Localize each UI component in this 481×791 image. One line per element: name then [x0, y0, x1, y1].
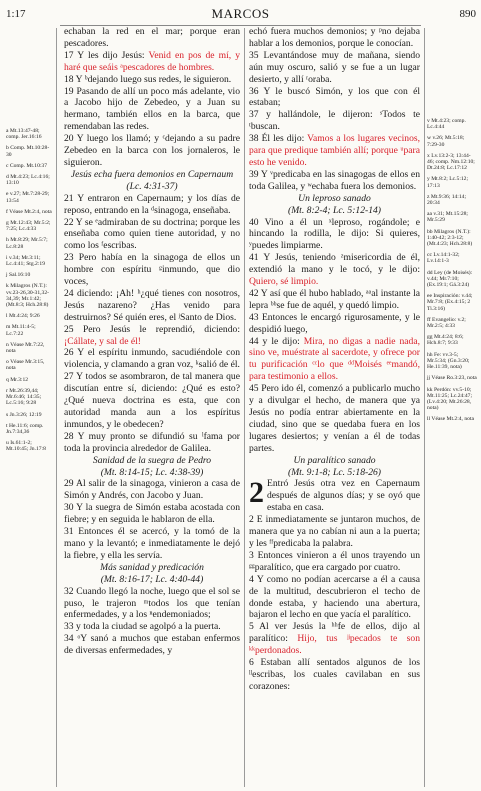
cross-reference: cc Lv.14:1-32; Lv.14:1-3: [427, 252, 460, 265]
section-heading: Sanidad de la suegra de Pedro: [92, 454, 212, 466]
words-of-jesus: Quiero, sé limpio.: [249, 276, 319, 288]
verse-text: 2 E inmediatamente se juntaron muchos, de manera que ya no cabían ni aun a la puerta; y les ᶠᶠpredicaba la palabra.: [249, 514, 420, 549]
book-title: MARCOS: [211, 6, 270, 21]
verse-text: 39 Y ᵛpredicaba en las sinagogas de ellos en toda Galilea, y ʷechaba fuera los demonios.: [249, 168, 420, 192]
cross-reference: l Mt.4:24; 9:26: [6, 313, 40, 320]
verse-text: 6 Estaban allí sentados algunos de los ˡˡescribas, los cuales cavilaban en sus corazones:: [249, 657, 420, 692]
cross-reference: ee Inspiración: v.44; Mr.7:8; (Ex.4:15; 2 Ti.3:16): [427, 293, 473, 312]
section-heading: Jesús echa fuera demonios en Capernaum: [70, 168, 234, 180]
cross-reference: i v.34; Mr.3:11; Lc.4:41; Stg.2:19: [6, 254, 46, 268]
verse-text: 42 Y así que él hubo hablado, ᵃᵃal instante la lepra ᵇᵇse fue de aquél, y quedó limpio.: [249, 287, 420, 311]
cross-reference: hh Fe: vv.3-5; Mr.5:34; (Gn.3:20; He.11:39, nota): [427, 351, 470, 371]
cross-reference: v Mt.4:23; comp. Lc.4:44: [427, 118, 466, 131]
verse-text: 28 Y muy pronto se difundió su ˡfama por toda la provincia alrededor de Galilea.: [64, 430, 240, 454]
left-cross-references: [6, 128, 52, 458]
cross-reference: a Mt.13:47-48; comp. Jer.16:16: [6, 128, 42, 141]
cross-reference: n Véase Mt.7:22, nota: [6, 341, 45, 355]
cross-reference: dd Ley (de Moisés): v.44; Mr.7:10; (Ex.19:1; Gá.3:24): [427, 269, 473, 289]
section-parallel-refs: (Mt. 8:2-4; Lc. 5:12-14): [288, 204, 381, 216]
text-column-left: [64, 26, 240, 657]
cross-reference: z Mt.9:36; 14:14; 20:34: [427, 193, 467, 207]
column-divider: [56, 28, 57, 787]
cross-reference: aa v.31; Mt.15:28; Mr.5:29: [427, 211, 468, 224]
verse-text: 23 Pero había en la sinagoga de ellos un hombre con espíritu ᵍinmundo, que dio voces,: [64, 252, 240, 288]
cross-reference: j Sal.16:10: [6, 272, 31, 279]
verse-text: 18 Y ᵇdejando luego sus redes, le siguieron.: [64, 73, 232, 85]
column-divider: [424, 28, 425, 787]
section-parallel-refs: (Mt. 8:16-17; Lc. 4:40-44): [100, 573, 204, 585]
verse-text: echó fuera muchos demonios; y ᵖno dejaba hablar a los demonios, porque le conocían.: [249, 26, 420, 49]
words-of-jesus: Vamos a los lugares vecinos, para que predique también allí; porque ᵘpara esto he venido.: [249, 133, 420, 168]
cross-reference: kk Perdón: vv.5-10; Mt.11:25; Lc.24:47; (Lv.4:20; Mt.26:28, nota): [427, 386, 473, 412]
chapter-verse-ref: 1:17: [6, 8, 26, 20]
verse-text: 26 Y el espíritu inmundo, sacudiéndole con violencia, y clamando a gran voz, ᵏsalió de él.: [64, 347, 240, 371]
verse-text: 37 y hallándole, le dijeron: ˢTodos te ᵗbuscan.: [249, 109, 420, 133]
verse-text: 36 Y le buscó Simón, y los que con él estaban;: [249, 85, 420, 109]
cross-reference: c Comp. Mt.10:37: [6, 162, 48, 169]
cross-reference: ff Evangelio: v.2; Mr.2:5; 4:33: [427, 316, 466, 330]
section-heading: Un leproso sanado: [298, 192, 371, 204]
page-header: [0, 0, 481, 24]
cross-reference: bb Milagros (N.T.): 1:40-42; 2:3-12; (Mt.4:23; Hch.28:8): [427, 228, 473, 248]
verse-text: 32 Cuando llegó la noche, luego que el sol se puso, le trajeron ᵐtodos los que tenían enfermedades, y a los ⁿendemoniados;: [64, 585, 240, 621]
cross-reference: r Mt.26:39,44; Mr.6:46; 14:35; Lc.5:16; 9:28: [6, 387, 42, 407]
verse: [249, 621, 420, 657]
cross-reference: m Mt.11:4-5; Lc.7:22: [6, 324, 36, 337]
verse-text: 41 Y Jesús, teniendo ᶻmisericordia de él, extendió la mano y le tocó, y le dijo:: [249, 252, 420, 276]
verse-text: 22 Y se ᵉadmiraban de su doctrina; porque les enseñaba como quien tiene autoridad, y no como los ᶠescribas.: [64, 216, 240, 252]
verse-text: 25 Pero Jesús le reprendió, diciendo:: [64, 323, 240, 335]
words-of-jesus: Hijo, tus ʲʲpecados te son ᵏᵏperdonados.: [249, 633, 420, 657]
verse-text: 34 ᵒY sanó a muchos que estaban enfermos de diversas enfermedades, y: [64, 633, 240, 657]
verse-text: 19 Pasando de allí un poco más adelante, vio a Jacobo hijo de Zebedeo, y a Juan su hermano, también ellos en la barca, que remendaban las redes.: [64, 85, 240, 133]
cross-reference: d Mt.4:23; Lc.4:16; 13:10: [6, 174, 50, 187]
verse-text: 21 Y entraron en Capernaum; y los días de reposo, entrando en la ᵈsinagoga, enseñaba.: [64, 192, 240, 216]
verse-text: 44 y le dijo:: [249, 335, 304, 347]
verse-text: 45 Pero ido él, comenzó a publicarlo mucho y a divulgar el hecho, de manera que ya Jesús no podía entrar abiertamente en la ciudad, sino que se quedaba fuera en los lugares desiertos; y venían a él de todas partes.: [249, 383, 420, 454]
verse-text: 17 Y les dijo Jesús:: [64, 49, 149, 61]
verse: [249, 336, 420, 384]
section-heading: Un paralítico sanado: [293, 454, 376, 466]
cross-reference: o Véase Mr.3:15, nota: [6, 359, 45, 372]
cross-reference: jj Véase Ro.3:23, nota: [427, 375, 477, 382]
verse-text: 5 Al ver Jesús la ʰʰfe de ellos, dijo al paralítico:: [249, 621, 420, 645]
section-parallel-refs: (Lc. 4:31-37): [126, 180, 178, 192]
cross-reference: h Mt.8:29; Mr.5:7; Lc.8:28: [6, 237, 48, 250]
verse-text: echaban la red en el mar; porque eran pescadores.: [64, 26, 240, 49]
verse: [249, 252, 420, 288]
verse-text: 20 Y luego los llamó; y ᶜdejando a su padre Zebedeo en la barca con los jornaleros, le siguieron.: [64, 133, 240, 168]
verse-text: Entró Jesús otra vez en Capernaum después de algunos días; y se oyó que estaba en casa.: [267, 478, 420, 514]
cross-reference: ll Véase Mt.2:4, nota: [427, 416, 474, 423]
verse: [64, 324, 240, 348]
cross-reference: k Milagros (N.T.): vv.23-26,30-31,32-34,39; Mr.1:42; (Mt.8:3; Hch.28:8): [6, 283, 49, 309]
verse: [249, 133, 420, 169]
verse-text: 38 Él les dijo:: [249, 133, 308, 145]
cross-reference: g Mt.12:43; Mr.5:2; 7:25; Lc.4:33: [6, 220, 51, 233]
words-of-jesus: ¡Cállate, y sal de él!: [64, 335, 141, 347]
right-cross-references: [427, 118, 477, 428]
cross-reference: e v.27; Mt.7:28-29; 13:54: [6, 191, 50, 204]
verse: [64, 50, 240, 74]
verse-text: 3 Entonces vinieron a él unos trayendo un ᵍᵍparalítico, que era cargado por cuatro.: [249, 549, 420, 573]
cross-reference: s Jn.3:26; 12:19: [6, 411, 42, 418]
verse-text: 29 Al salir de la sinagoga, vinieron a casa de Simón y Andrés, con Jacobo y Juan.: [64, 478, 240, 502]
page-number: 890: [459, 8, 476, 20]
cross-reference: q Mr.3:12: [6, 376, 29, 383]
verse-text: 24 diciendo: ¡Ah! ʰ¿qué tienes con nosotros, Jesús nazareno? ¿Has venido para destruirnos? Sé quién eres, el ʲSanto de Dios.: [64, 287, 240, 323]
column-divider: [244, 28, 245, 787]
verse-text: 35 Levantándose muy de mañana, siendo aún muy oscuro, salió y se fue a un lugar desierto, y allí ʳoraba.: [249, 49, 420, 85]
section-parallel-refs: (Mt. 8:14-15; Lc. 4:38-39): [100, 466, 204, 478]
words-of-jesus: Venid en pos de mí, y haré que seáis ᵃpescadores de hombres.: [64, 49, 240, 73]
verse-text: 40 Vino a él un ˣleproso, rogándole; e hincando la rodilla, le dijo: Si quieres, ʸpuedes limpiarme.: [249, 216, 420, 252]
cross-reference: f Véase Mt.2:4, nota: [6, 208, 52, 215]
section-heading: Más sanidad y predicación: [100, 561, 204, 573]
cross-reference: gg Mt.4:24; 8:6; Hch.8:7; 9:33: [427, 334, 464, 347]
verse: [249, 478, 420, 514]
cross-reference: u Is.61:1-2; Mt.10:45; Jn.17:8: [6, 440, 46, 453]
section-parallel-refs: (Mt. 9:1-8; Lc. 5:18-26): [288, 466, 381, 478]
cross-reference: t He.11:6; comp. Jn.7:34,36: [6, 422, 44, 435]
words-of-jesus: Mira, no digas a nadie nada, sino ve, muéstrate al sacerdote, y ofrece por tu purificación ᶜᶜlo que ᵈᵈMoisés ᵉᵉmandó, para testimonio a ellos.: [249, 335, 420, 383]
verse-text: 43 Entonces le encargó rigurosamente, y le despidió luego,: [249, 311, 420, 335]
cross-reference: w v.26; Mt.5:18; 7:29-30: [427, 135, 465, 148]
verse-text: 27 Y todos se asombraron, de tal manera que discutían entre sí, diciendo: ¿Qué es esto? ¿Qué nueva doctrina es esta, que con autoridad manda aun a los espíritus inmundos, y le obedecen?: [64, 371, 240, 430]
cross-reference: y Mt.8:2; Lc.5:12; 17:13: [427, 176, 469, 189]
cross-reference: b Comp. Mt.10:28-30: [6, 145, 50, 158]
chapter-number: 2: [249, 476, 264, 510]
cross-reference: x Lv.13:2-3; 13:44-46; comp. Nm.12:10; Dt.24:8; Lc.17:12: [427, 152, 475, 172]
verse-text: 31 Entonces él se acercó, y la tomó de la mano y la levantó; e inmediatamente le dejó la fiebre, y ella les servía.: [64, 526, 240, 561]
text-column-right: [249, 26, 420, 693]
verse-text: 30 Y la suegra de Simón estaba acostada con fiebre; y en seguida le hablaron de ella.: [64, 502, 240, 526]
verse-text: 33 y toda la ciudad se agolpó a la puerta.: [64, 621, 221, 633]
verse-text: 4 Y como no podían acercarse a él a causa de la multitud, descubrieron el techo de donde estaba, y haciendo una abertura, bajaron el lecho en que yacía el paralítico.: [249, 573, 420, 621]
